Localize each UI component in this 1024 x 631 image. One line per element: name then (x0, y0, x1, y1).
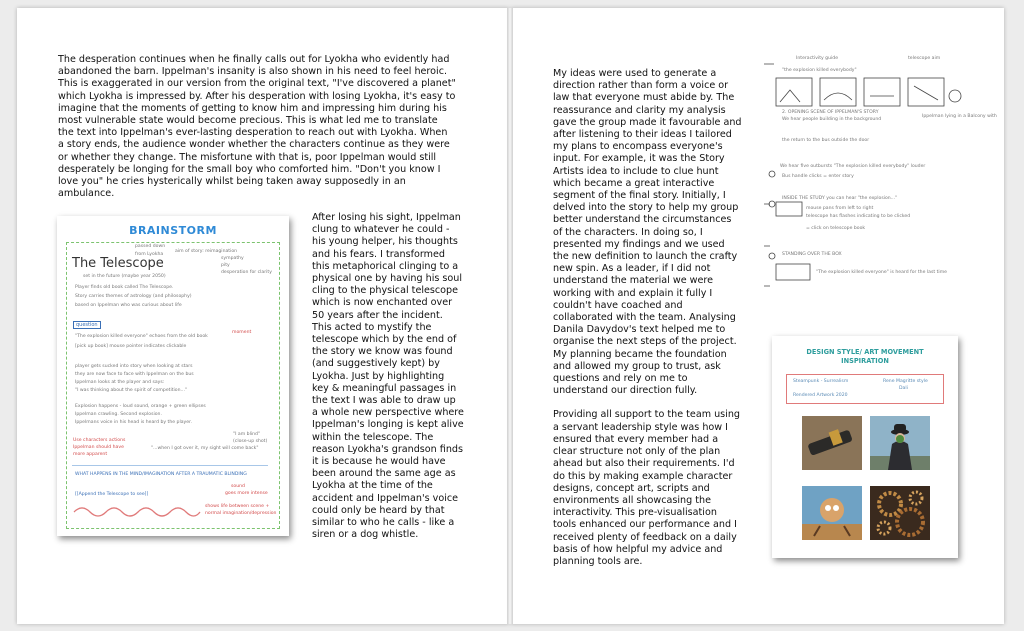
style-label-box (786, 374, 944, 404)
brainstorm-line: normal imagination/depression (205, 511, 277, 516)
right-column (553, 68, 743, 568)
storyboard-note: 2. OPENING SCENE OF IPPELMAN'S STORY (782, 110, 879, 115)
brainstorm-line: Ippelman should have (73, 445, 124, 450)
brainstorm-line: based on Ippelman who was curious about life (75, 303, 182, 308)
brainstorm-heading: The Telescope (72, 256, 164, 271)
question-tag: question (73, 321, 101, 329)
brainstorm-line: [pick up book] mouse pointer indicates clickable (75, 344, 187, 349)
annotation-from-lyokha: from Lyokha (135, 252, 164, 257)
brainstorm-line: (close-up shot) (233, 439, 268, 444)
annotation-sympathy: sympathy (221, 256, 244, 261)
brainstorm-line: "The explosion killed everyone" echoes from the old book (75, 334, 208, 339)
brainstorm-line: set in the future (maybe year 2050) (83, 274, 166, 279)
storyboard-sketch (760, 56, 1002, 296)
right-paragraph-2: Providing all support to the team using a servant leadership style was how I ensured that every member had a clear structure not only of the plan ahead but also their requirements. I'd do this by making example character designs, concept art, scripts and environments all showcasing the interactivity. This pre-visualisation tools enhanced our performance and I received plenty of feedback on a daily basis of how helpful my advice and planning tools are. (553, 409, 741, 567)
brainstorm-line: Use characters actions (73, 438, 126, 443)
brainstorm-line: WHAT HAPPENS IN THE MIND/IMAGINATION AFTER A TRAUMATIC BLINDING (75, 472, 247, 477)
left-paragraph-1 (58, 54, 456, 200)
design-title-line-1: DESIGN STYLE/ ART MOVEMENT (806, 348, 924, 356)
annotation-desperation: desperation for clarity (221, 270, 272, 275)
brainstorm-line: "I was thinking about the spirit of competition..." (75, 388, 188, 393)
brainstorm-line: "I am blind" (233, 432, 261, 437)
wave-doodle-icon (72, 503, 202, 521)
brainstorm-line: shows life between scene + (205, 504, 270, 509)
storyboard-note: We hear people building in the background (782, 117, 882, 122)
brainstorm-line: sound (231, 484, 245, 489)
storyboard-note: INSIDE THE STUDY you can hear "the explosion..." (782, 196, 898, 201)
storyboard-note: Ippelman lying in a Balcony with (922, 114, 997, 119)
gears-icon (870, 486, 930, 540)
brainstorm-line: [[Append the Telescope to see]] (75, 492, 149, 497)
style-footer-label: Rendered Artwork 2020 (793, 393, 848, 398)
style-right-label: Rene Magritte style (883, 379, 928, 384)
brainstorm-line: "...when I got over it, my sight will come back" (151, 446, 259, 451)
storyboard-note: "the explosion killed everybody" (782, 68, 857, 73)
brainstorm-line: they are now face to face with Ippelman on the bus (75, 372, 194, 377)
left-paragraph-2 (312, 212, 464, 541)
style-left-label: Steampunk - Surrealism (793, 379, 849, 384)
brainstorm-title: BRAINSTORM (129, 224, 217, 237)
storyboard-note: Interactivity guide (796, 56, 839, 61)
style-right-sublabel: Dali (899, 386, 908, 391)
brainstorm-line: Explosion happens - loud sound, orange + green ellipses (75, 404, 206, 409)
storyboard-note: = click on telescope book (806, 226, 866, 231)
divider-line (72, 465, 268, 466)
storyboard-note: the return to the bus outside the door (782, 138, 870, 143)
telescope-icon (802, 416, 862, 470)
brainstorm-line: Ippelmans voice in his head is heard by the player. (75, 420, 193, 425)
brainstorm-line: player gets sucked into story when looking at stars (75, 364, 193, 369)
storyboard-note: telescope has flashes indicating to be clicked (806, 214, 911, 219)
storyboard-note: "The explosion killed everyone" is heard for the last time (816, 270, 947, 275)
design-style-card (772, 336, 958, 558)
brainstorm-line: Ippelman crawling. Second explosion. (75, 412, 162, 417)
left-paragraph-1-text: The desperation continues when he finally calls out for Lyokha who evidently had abandoned the barn. Ippelman's insanity is also shown in his need to feel heroic. This is exaggerated in our version from the original text, "I've discovered a planet" which Lyokha is impressed by. After his desperation with losing Lyokha, it's easy to imagine that the moments of getting to know him and impressing him during his most vulnerable state would become precious. This is what led me to translate the text into Ippelman's ever-lasting desperation to reach out with Lyokha. When a story ends, the audience wonder whether the characters continue as they were or whether they change. The misfortune with that is, poor Ippelman would still desperately be longing for the small boy who comforted him. "Don't you know I love you" he cries hysterically whilst being taken away supposedly in an ambulance. (58, 54, 456, 200)
storyboard-note: Bus handle clicks = enter story (782, 174, 854, 179)
storyboard-note: We hear five outbursts "The explosion killed everybody" louder (780, 164, 926, 169)
surreal-figure-icon (802, 486, 862, 540)
brainstorm-line: Ippelman looks at the player and says: (75, 380, 165, 385)
book-spine (507, 8, 513, 624)
brainstorm-aside: moment (232, 330, 252, 335)
storyboard-note: STANDING OVER THE BOX (782, 252, 842, 257)
annotation-passed-down: passed down (135, 244, 166, 249)
brainstorm-line: goes more intense (225, 491, 268, 496)
bowler-hat-man-icon (870, 416, 930, 470)
brainstorm-line: Story carries themes of astrology (and philosophy) (75, 294, 192, 299)
brainstorm-line: Player finds old book called The Telescope. (75, 285, 174, 290)
storyboard-note: mouse pans from left to right (806, 206, 874, 211)
annotation-pity: pity (221, 263, 230, 268)
design-title (772, 348, 958, 366)
right-paragraph-1: My ideas were used to generate a direction rather than form a voice or law that everyone must abide by. The reassurance and clarity my analysis gave the group made it favourable and after listening to their ideas I tailored my plans to encompass everyone's input. For example, it was the Story Artists idea to include to clue hunt which became a great interactive segment of the final story. Initially, I delved into the story to help my group better understand the circumstances of the characters. In doing so, I presented my findings and we used the new definition to launch the crafty new spin. As a leader, if I did not understand the material we were working with and explain it fully I couldn't have coached and collaborated with the team. Analysing Danila Davydov's text helped me to organise the next steps of the project. My planning became the foundation and allowed my group to trust, ask questions and rely on me to understand our direction fully. (553, 68, 742, 397)
brainstorm-card (57, 216, 289, 536)
left-paragraph-2-text: After losing his sight, Ippelman clung to whatever he could - his young helper, his thoughts and his fears. I transformed this metaphorical clinging to a physical one by having his soul cling to the physical telescope which is now enchanted over 50 years after the incident. This acted to mystify the telescope which by the end of the story we know was found (and suggestively kept) by Lyokha. Just by highlighting key & meaningful passages in the text I was able to draw up a whole new perspective where Ippelman's longing is kept alive within the telescope. The reason Lyokha's grandson finds it is because he would have been around the same age as Lyokha at the time of the accident and Ippelman's voice could only be heard by that similar to who he calls - like a siren or a dog whistle. (312, 212, 464, 541)
annotation-aim: aim of story: reimagination (175, 249, 238, 254)
storyboard-note: telescope aim (908, 56, 941, 61)
brainstorm-line: more apparent (73, 452, 108, 457)
design-title-line-2: INSPIRATION (841, 357, 889, 365)
